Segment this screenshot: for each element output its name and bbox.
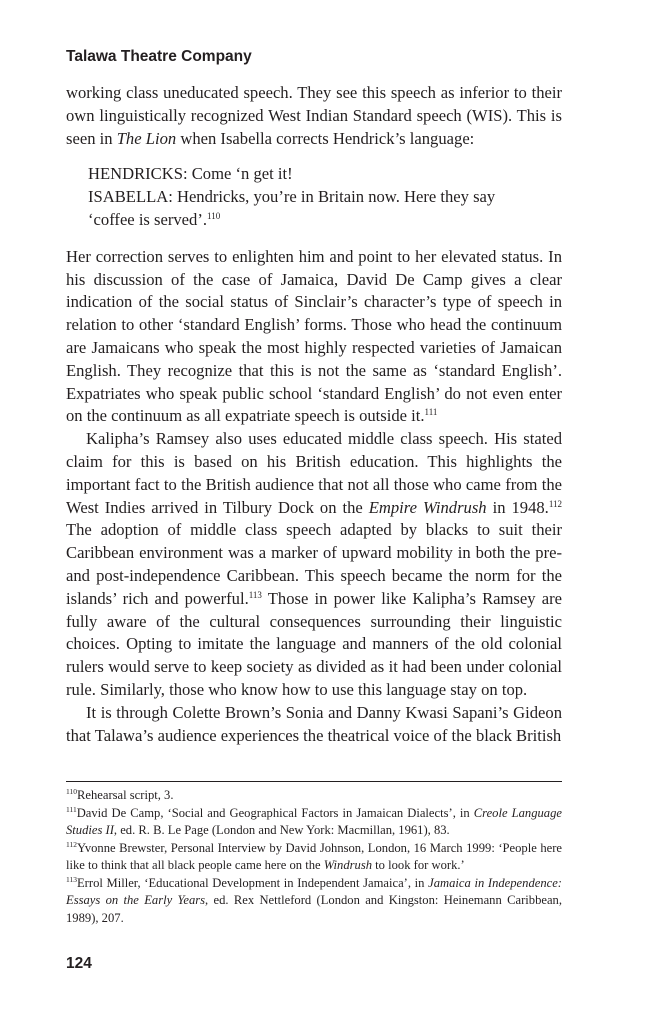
footnote-112: $^{112}$Yvonne Brewster, Personal Interview by David Johnson, London, 16 March 1999: ‘People here like to think that all black people came here on the Windrush to look for work.’ — [66, 839, 562, 872]
running-head: Talawa Theatre Company — [66, 48, 252, 65]
footnote-number: 112 — [66, 839, 77, 849]
footnote-number: 110 — [66, 787, 77, 796]
play-title: The Lion — [116, 128, 177, 148]
body-text — [66, 82, 562, 747]
dialogue-line: ‘coffee is served’.$^{110}$ — [88, 209, 221, 229]
footnote-number: 111 — [66, 804, 77, 814]
footnote-113: $^{113}$Errol Miller, ‘Educational Development in Independent Jamaica’, in Jamaica in Independence: Essays on the Early Years, ed. Rex Nettleford (London and Kingston: Heinemann Caribbean, 1989), 207. — [66, 874, 563, 925]
footnote-ref: 113 — [248, 589, 262, 600]
paragraph-1: working class uneducated speech. They see this speech as inferior to their own linguistically recognized West Indian Standard speech (WIS). This is seen in The Lion when Isabella corrects Hendrick’s language: — [66, 83, 562, 148]
footnote-110: $^{110}$Rehearsal script, 3. — [66, 787, 174, 802]
footnote-ref: 111 — [424, 407, 438, 418]
dialogue-quote — [88, 163, 562, 231]
footnote-ref: 112 — [548, 498, 562, 509]
footnote-divider — [66, 781, 562, 782]
footnote-111: $^{111}$David De Camp, ‘Social and Geographical Factors in Jamaican Dialects’, in Creole Language Studies II, ed. R. B. Le Page (London and New York: Macmillan, 1961), 83. — [66, 804, 562, 837]
paragraph-3: Kalipha’s Ramsey also uses educated middle class speech. His stated claim for this is based on his British education. This highlights the important fact to the British audience that not all those who came from the West Indies arrived in Tilbury Dock on the Empire Windrush in 1948.$^{112}$ The adoption of middle class speech adapted by blacks to suit their Caribbean environment was a marker of upward mobility in both the pre- and post-independence Caribbean. This speech became the norm for the islands’ rich and powerful.$^{113}$ Those in power like Kalipha’s Ramsey are fully aware of the cultural consequences surrounding their linguistic choices. Opting to imitate the language and manners of the old colonial rulers would serve to keep society as divided as it had been under colonial rule. Similarly, those who know how to use this language stay on top. — [66, 429, 562, 699]
paragraph-2: Her correction serves to enlighten him and point to her elevated status. In his discussion of the case of Jamaica, David De Camp gives a clear indication of the social status of Sinclair’s character’s type of speech in relation to other ‘standard English’ forms. Those who head the continuum are Jamaicans who speak the most highly respected varieties of Jamaican English. They recognize that this is not the same as ‘standard English’. Expatriates who speak public school ‘standard English’ do not even enter on the continuum as all expatriate speech is outside it.$^{111}$ — [66, 246, 562, 426]
dialogue-line: HENDRICKS: Come ‘n get it! — [88, 164, 293, 184]
dialogue-line: ISABELLA: Hendricks, you’re in Britain now. Here they say — [88, 187, 496, 207]
page-number: 124 — [66, 955, 92, 972]
footnote-number: 113 — [66, 874, 77, 884]
footnote-ref: 110 — [207, 210, 221, 221]
paragraph-4: It is through Colette Brown’s Sonia and Danny Kwasi Sapani’s Gideon that Talawa’s audience experiences the theatrical voice of the black British — [66, 702, 562, 745]
footnotes — [66, 787, 562, 927]
ship-name: Empire Windrush — [368, 497, 487, 517]
